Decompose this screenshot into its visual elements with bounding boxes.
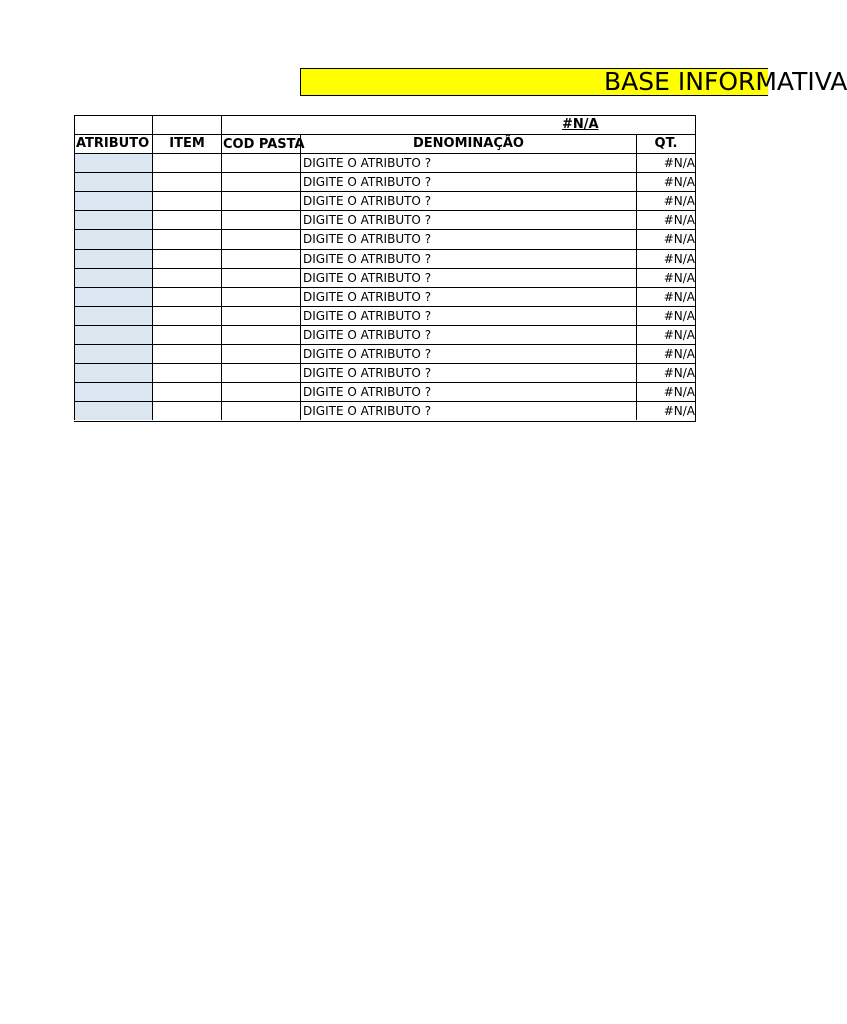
cell-item[interactable] xyxy=(152,344,221,363)
cell-item[interactable] xyxy=(152,249,221,268)
cell-item[interactable] xyxy=(152,153,221,172)
cell-item[interactable] xyxy=(152,268,221,287)
cell-atributo[interactable] xyxy=(74,191,152,210)
cell-qt[interactable]: #N/A xyxy=(636,191,695,210)
cell-atributo[interactable] xyxy=(74,344,152,363)
cell-item[interactable] xyxy=(152,325,221,344)
cell-denominacao[interactable]: DIGITE O ATRIBUTO ? xyxy=(300,210,636,229)
cell-cod-pasta[interactable] xyxy=(221,382,300,401)
cell-qt[interactable]: #N/A xyxy=(636,287,695,306)
cell-atributo[interactable] xyxy=(74,306,152,325)
cell-cod-pasta[interactable] xyxy=(221,401,300,420)
cell-cod-pasta[interactable] xyxy=(221,249,300,268)
cell-qt[interactable]: #N/A xyxy=(636,325,695,344)
cell-cod-pasta[interactable] xyxy=(221,325,300,344)
cell-denominacao[interactable]: DIGITE O ATRIBUTO ? xyxy=(300,172,636,191)
cell-atributo[interactable] xyxy=(74,229,152,249)
cell-qt[interactable]: #N/A xyxy=(636,172,695,191)
cell-item[interactable] xyxy=(152,363,221,382)
header-na-value: #N/A xyxy=(562,117,599,132)
cell-atributo[interactable] xyxy=(74,249,152,268)
cell-cod-pasta[interactable] xyxy=(221,191,300,210)
cell-denominacao[interactable]: DIGITE O ATRIBUTO ? xyxy=(300,401,636,420)
cell-denominacao[interactable]: DIGITE O ATRIBUTO ? xyxy=(300,153,636,172)
cell-atributo[interactable] xyxy=(74,325,152,344)
sheet-title: BASE INFORMATIVA xyxy=(604,67,847,96)
column-header-qt[interactable]: QT. xyxy=(636,134,695,153)
cell-cod-pasta[interactable] xyxy=(221,363,300,382)
cell-item[interactable] xyxy=(152,210,221,229)
cell-qt[interactable]: #N/A xyxy=(636,363,695,382)
header-blank-cell-item[interactable] xyxy=(152,115,221,134)
cell-cod-pasta[interactable] xyxy=(221,210,300,229)
cell-denominacao[interactable]: DIGITE O ATRIBUTO ? xyxy=(300,249,636,268)
cell-qt[interactable]: #N/A xyxy=(636,229,695,249)
cell-denominacao[interactable]: DIGITE O ATRIBUTO ? xyxy=(300,382,636,401)
cell-cod-pasta[interactable] xyxy=(221,153,300,172)
cell-denominacao[interactable]: DIGITE O ATRIBUTO ? xyxy=(300,229,636,249)
cell-atributo[interactable] xyxy=(74,382,152,401)
cell-atributo[interactable] xyxy=(74,153,152,172)
cell-denominacao[interactable]: DIGITE O ATRIBUTO ? xyxy=(300,325,636,344)
cell-atributo[interactable] xyxy=(74,210,152,229)
cell-atributo[interactable] xyxy=(74,268,152,287)
cell-cod-pasta[interactable] xyxy=(221,344,300,363)
cell-item[interactable] xyxy=(152,287,221,306)
cell-denominacao[interactable]: DIGITE O ATRIBUTO ? xyxy=(300,344,636,363)
cell-qt[interactable]: #N/A xyxy=(636,382,695,401)
cell-item[interactable] xyxy=(152,382,221,401)
cell-atributo[interactable] xyxy=(74,172,152,191)
data-table xyxy=(74,115,695,421)
cell-denominacao[interactable]: DIGITE O ATRIBUTO ? xyxy=(300,191,636,210)
cell-item[interactable] xyxy=(152,229,221,249)
cell-item[interactable] xyxy=(152,172,221,191)
cell-denominacao[interactable]: DIGITE O ATRIBUTO ? xyxy=(300,287,636,306)
cell-atributo[interactable] xyxy=(74,363,152,382)
cell-item[interactable] xyxy=(152,306,221,325)
cell-cod-pasta[interactable] xyxy=(221,229,300,249)
header-na-cell[interactable] xyxy=(221,115,695,134)
cell-qt[interactable]: #N/A xyxy=(636,344,695,363)
title-banner xyxy=(300,67,847,96)
cell-qt[interactable]: #N/A xyxy=(636,249,695,268)
column-header-denominacao[interactable]: DENOMINAÇÃO xyxy=(300,134,636,153)
cell-denominacao[interactable]: DIGITE O ATRIBUTO ? xyxy=(300,306,636,325)
cell-atributo[interactable] xyxy=(74,401,152,420)
cell-cod-pasta[interactable] xyxy=(221,287,300,306)
header-blank-cell-atributo[interactable] xyxy=(74,115,152,134)
cell-denominacao[interactable]: DIGITE O ATRIBUTO ? xyxy=(300,268,636,287)
cell-item[interactable] xyxy=(152,401,221,420)
column-header-item[interactable]: ITEM xyxy=(152,134,221,153)
cell-qt[interactable]: #N/A xyxy=(636,268,695,287)
cell-qt[interactable]: #N/A xyxy=(636,153,695,172)
cell-atributo[interactable] xyxy=(74,287,152,306)
cell-cod-pasta[interactable] xyxy=(221,306,300,325)
column-header-cod-pasta[interactable]: COD PASTA xyxy=(221,134,300,153)
cell-cod-pasta[interactable] xyxy=(221,172,300,191)
cell-qt[interactable]: #N/A xyxy=(636,210,695,229)
cell-denominacao[interactable]: DIGITE O ATRIBUTO ? xyxy=(300,363,636,382)
cell-cod-pasta[interactable] xyxy=(221,268,300,287)
cell-item[interactable] xyxy=(152,191,221,210)
cell-qt[interactable]: #N/A xyxy=(636,401,695,420)
cell-qt[interactable]: #N/A xyxy=(636,306,695,325)
column-header-atributo[interactable]: ATRIBUTO xyxy=(74,134,152,153)
